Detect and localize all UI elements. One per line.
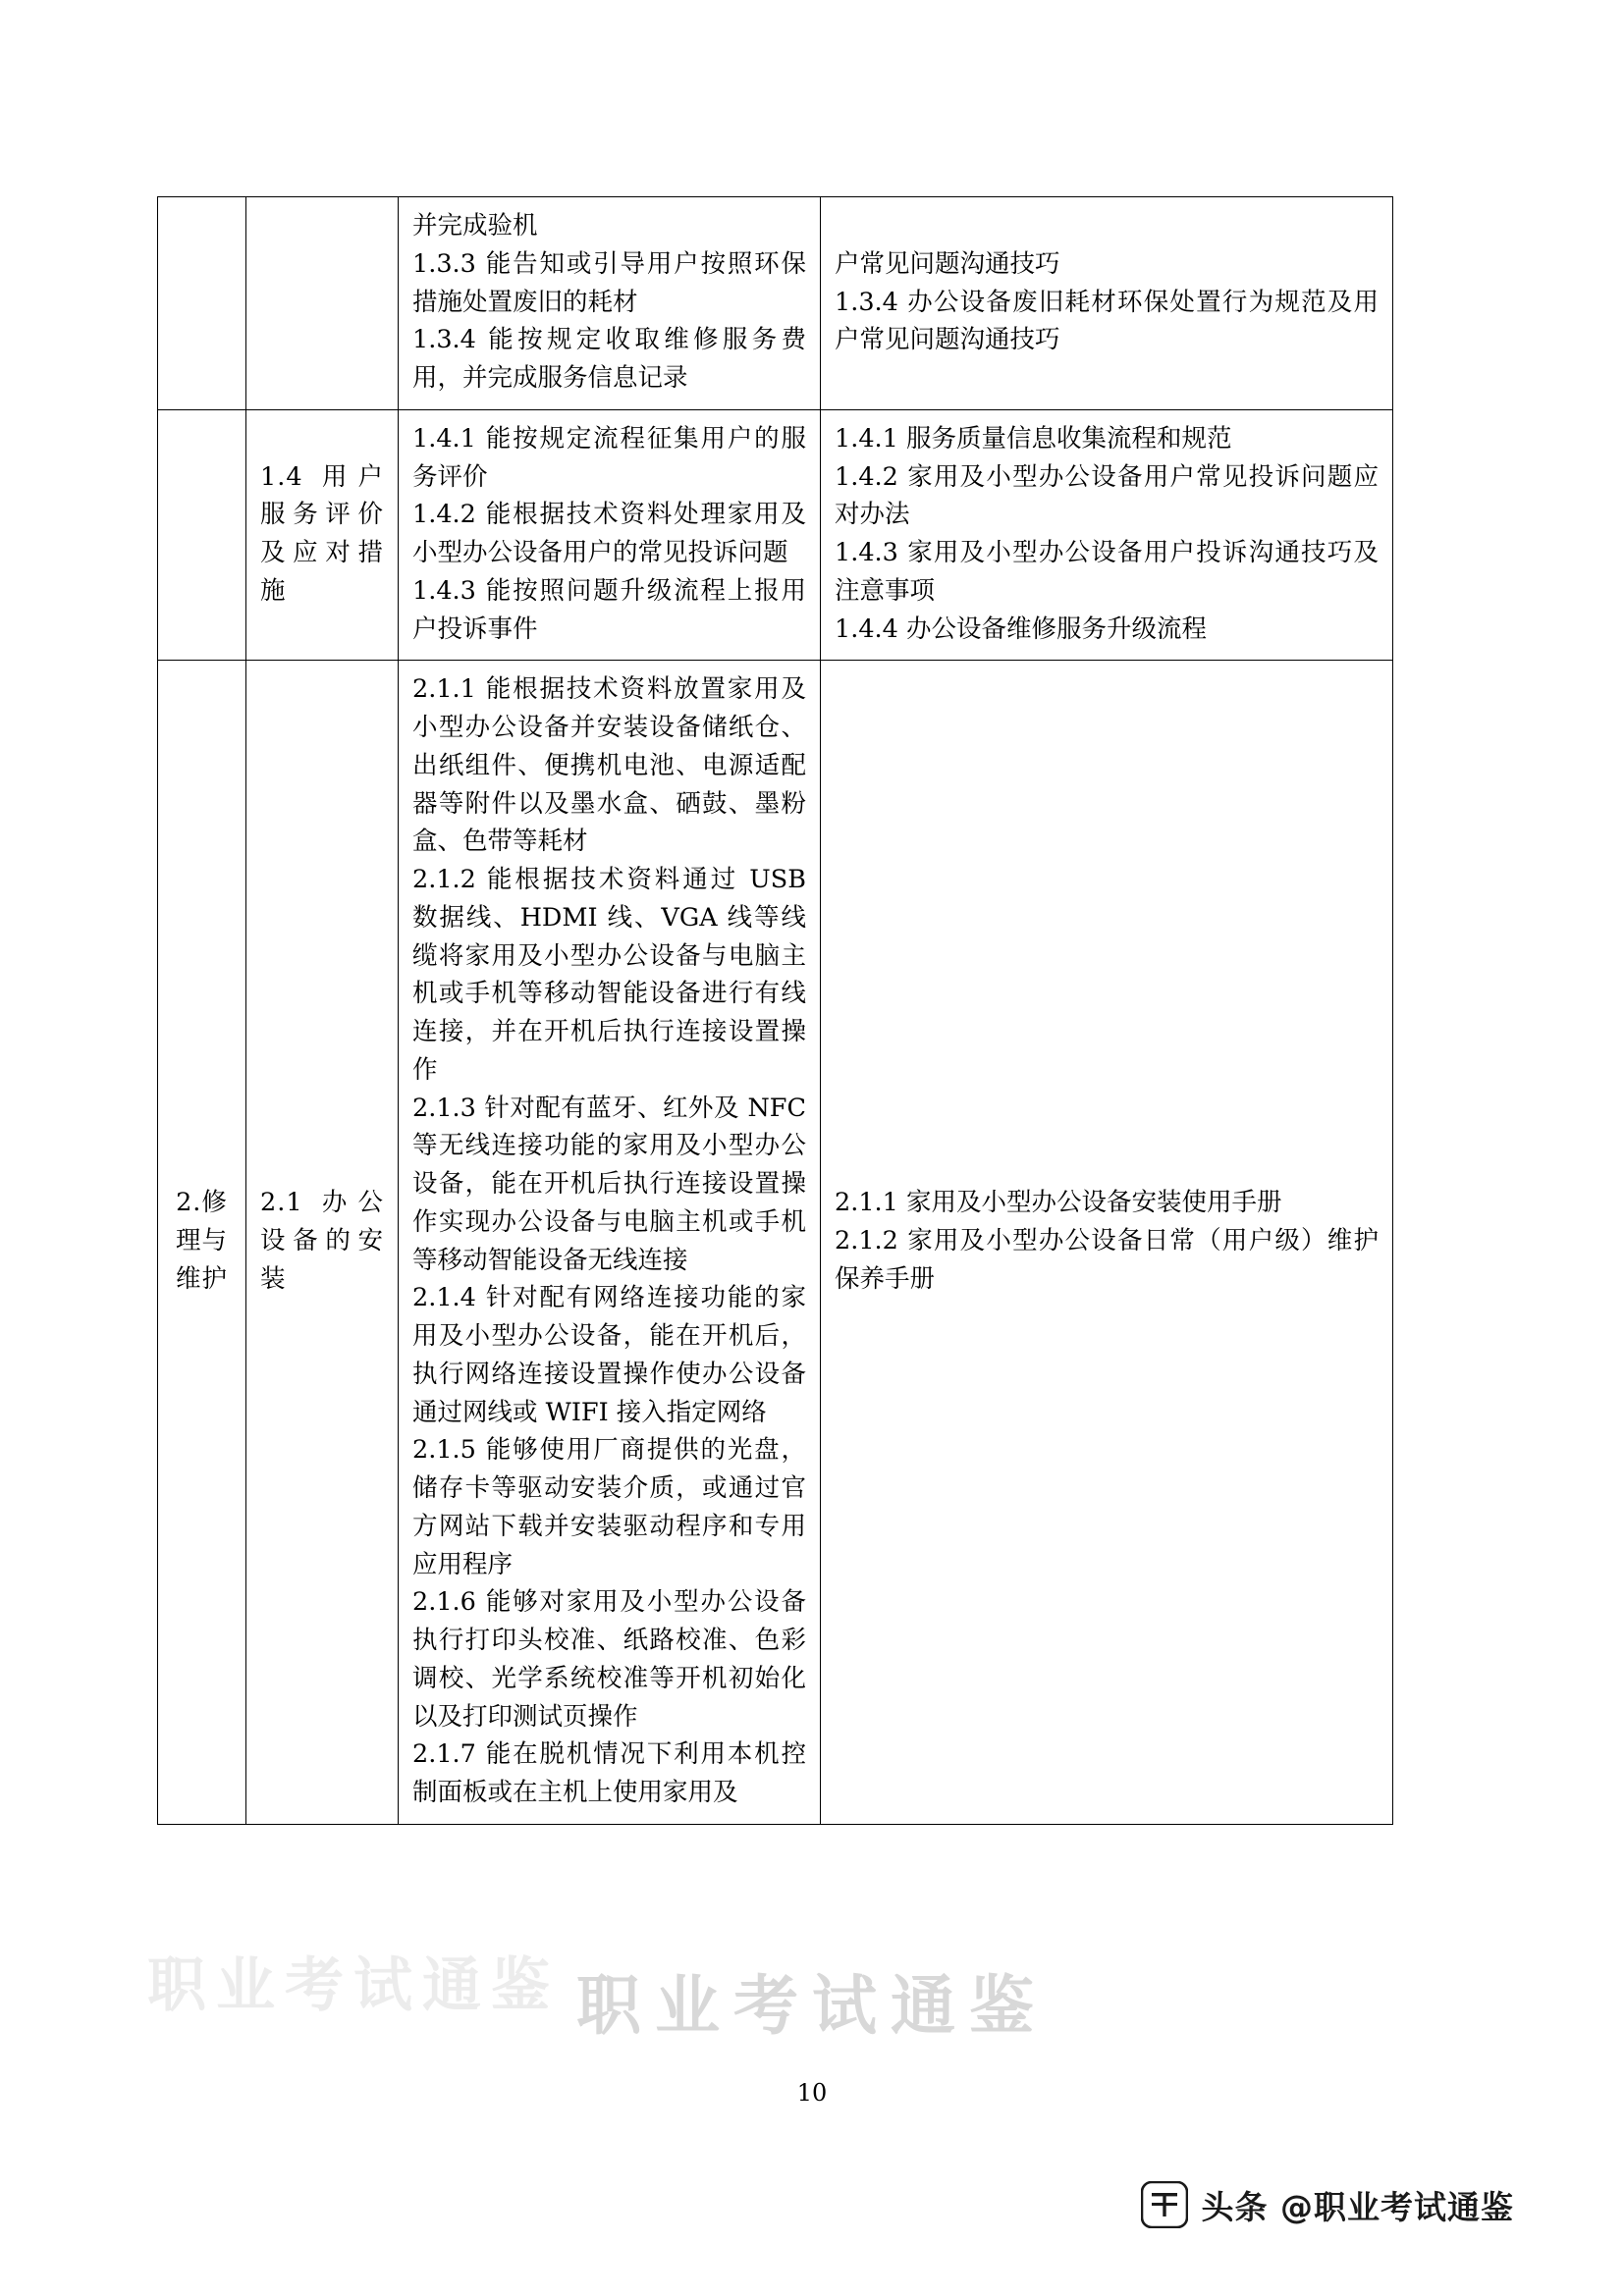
cell-category xyxy=(158,197,246,410)
cell-subcategory: 1.4 用户服务评价及应对措施 xyxy=(246,409,399,661)
footer-brand-text: 头条 @职业考试通鉴 xyxy=(1201,2187,1514,2226)
cell-knowledge-requirements: 2.1.1 家用及小型办公设备安装使用手册 2.1.2 家用及小型办公设备日常（用户级）维护保养手册 xyxy=(821,661,1393,1825)
toutiao-logo-icon xyxy=(1141,2181,1188,2228)
cell-category: 2.修理与维护 xyxy=(158,661,246,1825)
cell-subcategory xyxy=(246,197,399,410)
page-number: 10 xyxy=(796,2079,828,2107)
standards-table xyxy=(157,196,1393,1825)
cell-skill-requirements: 2.1.1 能根据技术资料放置家用及小型办公设备并安装设备储纸仓、出纸组件、便携机电池、电源适配器等附件以及墨水盒、硒鼓、墨粉盒、色带等耗材 2.1.2 能根据技术资料通过 USB 数据线、HDMI 线、VGA 线等线缆将家用及小型办公设备与电脑主机或手机等移动智能设备进行有线连接，并在开机后执行连接设置操作 2.1.3 针对配有蓝牙、红外及 NFC 等无线连接功能的家用及小型办公设备，能在开机后执行连接设置操作实现办公设备与电脑主机或手机等移动智能设备无线连接 2.1.4 针对配有网络连接功能的家用及小型办公设备，能在开机后，执行网络连接设置操作使办公设备通过网线或 WIFI 接入指定网络 2.1.5 能够使用厂商提供的光盘，储存卡等驱动安装介质，或通过官方网站下载并安装驱动程序和专用应用程序 2.1.6 能够对家用及小型办公设备执行打印头校准、纸路校准、色彩调校、光学系统校准等开机初始化以及打印测试页操作 2.1.7 能在脱机情况下利用本机控制面板或在主机上使用家用及 xyxy=(399,661,821,1825)
watermark-left: 职业考试通鉴 xyxy=(147,1951,560,2020)
cell-knowledge-requirements: 1.4.1 服务质量信息收集流程和规范 1.4.2 家用及小型办公设备用户常见投诉问题应对办法 1.4.3 家用及小型办公设备用户投诉沟通技巧及注意事项 1.4.4 办公设备维修服务升级流程 xyxy=(821,409,1393,661)
cell-skill-requirements: 1.4.1 能按规定流程征集用户的服务评价 1.4.2 能根据技术资料处理家用及小型办公设备用户的常见投诉问题 1.4.3 能按照问题升级流程上报用户投诉事件 xyxy=(399,409,821,661)
footer-brand xyxy=(1141,2181,1515,2228)
table-row xyxy=(158,409,1393,661)
table-row xyxy=(158,197,1393,410)
cell-skill-requirements: 并完成验机 1.3.3 能告知或引导用户按照环保措施处置废旧的耗材 1.3.4 能按规定收取维修服务费用，并完成服务信息记录 xyxy=(399,197,821,410)
cell-knowledge-requirements: 户常见问题沟通技巧 1.3.4 办公设备废旧耗材环保处置行为规范及用户常见问题沟通技巧 xyxy=(821,197,1393,410)
table-row xyxy=(158,661,1393,1825)
watermark-center: 职业考试通鉴 xyxy=(576,1968,1048,2044)
cell-category xyxy=(158,409,246,661)
cell-subcategory: 2.1 办公设备的安装 xyxy=(246,661,399,1825)
standards-table-wrapper xyxy=(157,196,1392,1825)
